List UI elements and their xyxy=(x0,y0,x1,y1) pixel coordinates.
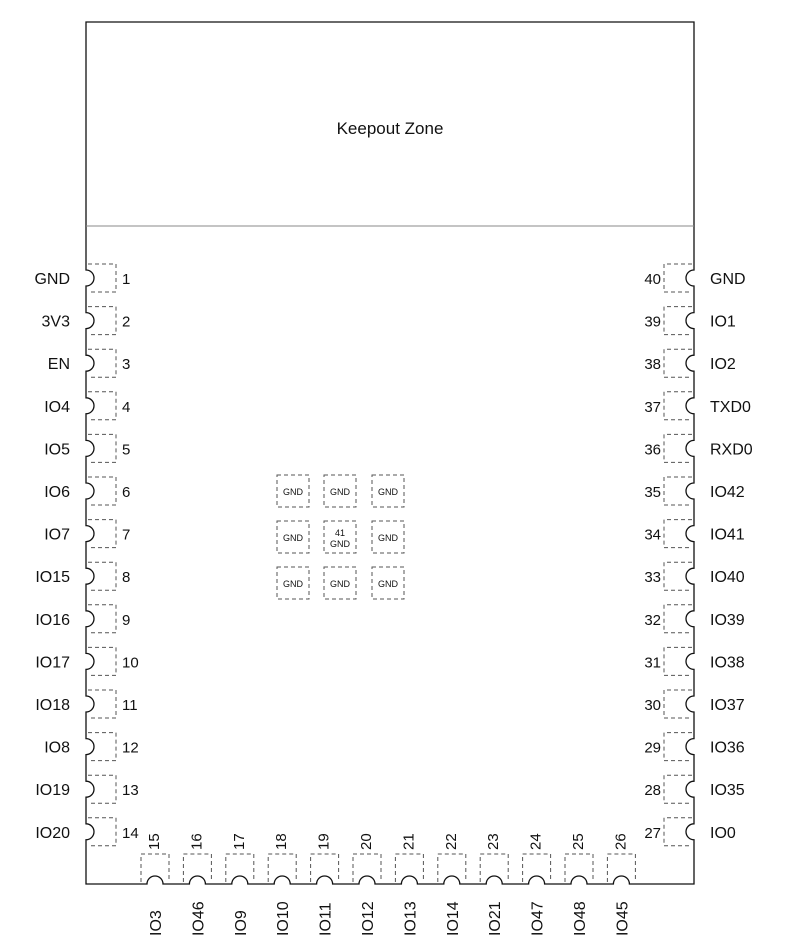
pin-number: 33 xyxy=(644,569,661,587)
pin-name: IO1 xyxy=(710,313,736,331)
pin-number: 12 xyxy=(122,739,139,757)
left-pin xyxy=(44,477,130,505)
pin-name: IO39 xyxy=(710,611,745,629)
pin-number: 7 xyxy=(122,526,131,544)
pin-pad xyxy=(88,392,116,420)
left-pin xyxy=(34,264,130,292)
pin-name: IO47 xyxy=(529,901,547,936)
pin-number: 27 xyxy=(644,824,661,842)
pin-number: 21 xyxy=(400,833,418,850)
pin-number: 39 xyxy=(644,313,661,331)
pin-pad xyxy=(664,647,692,675)
pin-pad xyxy=(664,520,692,548)
pin-number: 38 xyxy=(644,356,661,374)
left-pin xyxy=(44,733,138,761)
left-pin xyxy=(35,562,130,590)
pin-name: IO6 xyxy=(44,484,70,501)
pin-pad xyxy=(88,434,116,462)
gnd-pad-number: 41 xyxy=(334,528,346,538)
pin-number: 6 xyxy=(122,484,131,501)
pin-name: IO46 xyxy=(190,901,208,936)
pin-number: 5 xyxy=(122,441,131,459)
pin-name: IO45 xyxy=(614,901,632,936)
left-pin xyxy=(44,434,130,462)
pin-number: 4 xyxy=(122,398,131,416)
pin-name: IO16 xyxy=(35,611,70,629)
pin-name: IO2 xyxy=(710,356,736,374)
gnd-pad xyxy=(324,521,356,553)
gnd-pad xyxy=(277,475,309,507)
pin-name: IO17 xyxy=(35,654,70,672)
pin-number: 37 xyxy=(644,398,661,416)
left-pin xyxy=(35,605,130,633)
bottom-pin xyxy=(395,833,423,936)
pin-name: IO48 xyxy=(572,901,589,936)
pin-name: IO12 xyxy=(360,901,377,936)
pin-pad xyxy=(395,854,423,882)
left-pin xyxy=(44,520,130,548)
bottom-pin xyxy=(523,833,551,936)
pin-pad xyxy=(88,690,116,718)
pin-pad xyxy=(664,775,692,803)
right-pin xyxy=(644,349,736,377)
pin-pad xyxy=(664,818,692,846)
pin-number: 30 xyxy=(644,697,661,714)
pin-name: IO3 xyxy=(148,910,165,936)
pin-name: IO4 xyxy=(44,398,70,416)
pin-pad xyxy=(88,733,116,761)
pin-name: IO19 xyxy=(35,782,70,800)
gnd-pad-label: GND xyxy=(378,579,398,589)
gnd-pad xyxy=(372,567,404,599)
left-pin xyxy=(35,818,138,846)
pin-number: 17 xyxy=(230,833,248,850)
pin-number: 3 xyxy=(122,356,131,374)
pin-number: 35 xyxy=(644,484,661,501)
pin-pad xyxy=(88,605,116,633)
module-outline xyxy=(86,22,694,884)
pin-number: 13 xyxy=(122,782,139,800)
pin-name: IO41 xyxy=(710,526,745,544)
right-pin xyxy=(644,264,745,292)
pin-number: 16 xyxy=(188,833,206,850)
pin-pad xyxy=(88,647,116,675)
pin-pad xyxy=(664,733,692,761)
pin-number: 2 xyxy=(122,313,131,331)
pin-name: GND xyxy=(34,271,70,288)
gnd-pad-label: GND xyxy=(378,487,398,497)
pin-pad xyxy=(88,520,116,548)
pin-pad xyxy=(664,690,692,718)
gnd-pad xyxy=(324,567,356,599)
pin-name: IO5 xyxy=(44,441,70,459)
pin-pad xyxy=(311,854,339,882)
pin-name: IO37 xyxy=(710,697,745,714)
pin-pad xyxy=(523,854,551,882)
bottom-pin xyxy=(438,833,466,936)
pin-number: 29 xyxy=(644,739,661,757)
pin-pad xyxy=(88,818,116,846)
pin-name: IO36 xyxy=(710,739,745,757)
pin-number: 23 xyxy=(485,833,503,850)
pin-pad xyxy=(88,349,116,377)
pin-pad xyxy=(664,349,692,377)
pin-name: GND xyxy=(710,271,746,288)
gnd-pad-label: GND xyxy=(330,487,350,497)
pin-pad xyxy=(664,307,692,335)
gnd-pad xyxy=(324,475,356,507)
pin-pad xyxy=(141,854,169,882)
right-pin-column xyxy=(644,264,752,846)
right-pin xyxy=(644,392,751,420)
bottom-pin-row xyxy=(141,833,635,936)
gnd-pad xyxy=(372,521,404,553)
pin-name: IO0 xyxy=(710,824,736,842)
pin-number: 40 xyxy=(644,271,661,288)
pin-pad xyxy=(664,477,692,505)
pin-number: 8 xyxy=(122,569,131,587)
pin-pad xyxy=(664,264,692,292)
pin-name: IO10 xyxy=(275,901,293,936)
pin-number: 1 xyxy=(122,271,131,288)
pin-name: IO8 xyxy=(44,739,70,757)
pin-name: IO38 xyxy=(710,654,745,672)
bottom-pin xyxy=(480,833,508,936)
pin-pad xyxy=(88,562,116,590)
ground-pad-grid xyxy=(277,475,404,599)
pin-number: 22 xyxy=(442,833,460,850)
pin-pad xyxy=(268,854,296,882)
right-pin xyxy=(644,307,736,335)
pin-name: IO13 xyxy=(402,901,420,936)
pin-name: IO9 xyxy=(232,910,250,936)
pin-pad xyxy=(480,854,508,882)
pin-name: IO11 xyxy=(317,902,335,936)
pin-number: 14 xyxy=(122,824,139,842)
pin-pad xyxy=(226,854,254,882)
bottom-pin xyxy=(226,833,254,936)
bottom-pin xyxy=(353,833,381,936)
gnd-pad-label: GND xyxy=(330,579,350,589)
bottom-pin xyxy=(268,833,296,936)
gnd-pad-label: GND xyxy=(283,579,303,589)
bottom-pin xyxy=(141,833,169,936)
pin-pad xyxy=(664,562,692,590)
pin-number: 25 xyxy=(570,833,587,850)
right-pin xyxy=(644,818,736,846)
gnd-pad-label: GND xyxy=(283,533,303,543)
pin-name: IO40 xyxy=(710,569,745,587)
bottom-pin xyxy=(311,833,339,936)
pin-number: 31 xyxy=(644,654,661,672)
pin-pad xyxy=(664,434,692,462)
right-pin xyxy=(644,434,752,462)
pin-name: IO18 xyxy=(35,697,70,714)
gnd-pad-label: GND xyxy=(330,539,350,549)
pin-name: IO35 xyxy=(710,782,745,800)
gnd-pad-label: GND xyxy=(378,533,398,543)
pin-name: IO21 xyxy=(487,901,505,936)
pin-pad xyxy=(88,775,116,803)
pin-pad xyxy=(607,854,635,882)
module-body-outline xyxy=(86,22,694,884)
pin-name: TXD0 xyxy=(710,398,751,416)
pin-pad xyxy=(438,854,466,882)
pin-number: 26 xyxy=(612,833,630,850)
pin-number: 28 xyxy=(644,782,661,800)
pin-name: IO14 xyxy=(444,901,462,936)
pin-pad xyxy=(664,605,692,633)
pin-pad xyxy=(565,854,593,882)
pin-name: EN xyxy=(47,356,70,374)
pin-number: 9 xyxy=(122,611,131,629)
gnd-pad xyxy=(277,567,309,599)
bottom-pin xyxy=(607,833,635,936)
pin-number: 10 xyxy=(122,654,139,672)
left-pin xyxy=(35,775,138,803)
pin-number: 11 xyxy=(122,697,138,714)
pin-name: IO42 xyxy=(710,484,745,501)
gnd-pad xyxy=(277,521,309,553)
pin-name: IO20 xyxy=(35,824,70,842)
pin-name: RXD0 xyxy=(710,441,753,459)
pin-name: IO15 xyxy=(35,569,70,587)
pin-pad xyxy=(183,854,211,882)
pin-pad xyxy=(88,477,116,505)
left-pin xyxy=(44,392,130,420)
pin-number: 24 xyxy=(527,833,545,850)
pin-number: 36 xyxy=(644,441,661,459)
pin-number: 32 xyxy=(644,611,661,629)
gnd-pad xyxy=(372,475,404,507)
pin-pad xyxy=(353,854,381,882)
pin-number: 15 xyxy=(146,833,163,850)
pin-number: 19 xyxy=(315,833,333,850)
bottom-pin xyxy=(565,833,593,936)
left-pin xyxy=(48,349,131,377)
bottom-pin xyxy=(183,833,211,936)
left-pin xyxy=(35,647,138,675)
keepout-zone-label: Keepout Zone xyxy=(336,119,444,138)
pin-number: 20 xyxy=(358,833,375,850)
pin-name: IO7 xyxy=(44,526,70,544)
pin-number: 34 xyxy=(644,526,661,544)
pin-name: 3V3 xyxy=(41,313,70,331)
pin-pad xyxy=(88,264,116,292)
gnd-pad-label: GND xyxy=(283,487,303,497)
pin-pad xyxy=(88,307,116,335)
pin-pad xyxy=(664,392,692,420)
pin-number: 18 xyxy=(273,833,291,850)
